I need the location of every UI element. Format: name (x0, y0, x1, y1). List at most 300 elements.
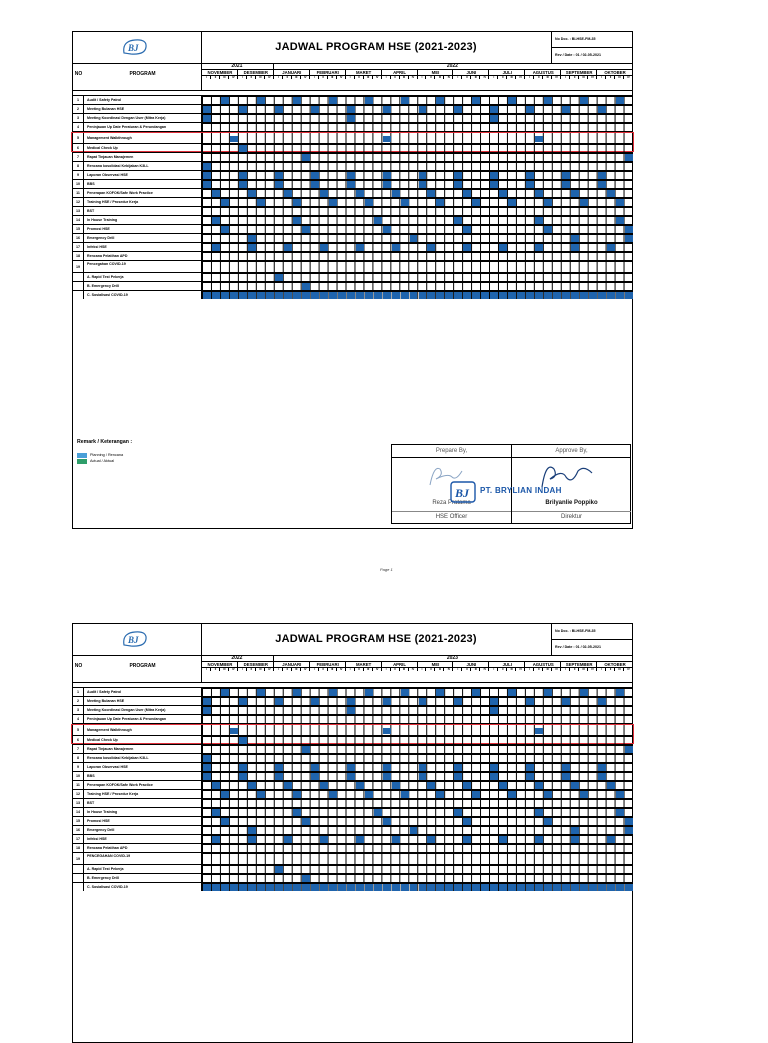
row-program-name: Management Walkthrough (84, 723, 201, 735)
schedule-mark (490, 884, 498, 891)
schedule-mark (472, 884, 480, 891)
schedule-mark (544, 292, 552, 299)
month-header: SEPTEMBER (560, 661, 597, 667)
year-label-first: 2021 (231, 63, 243, 69)
schedule-mark (526, 773, 534, 780)
schedule-mark (257, 199, 265, 206)
schedule-mark (535, 217, 543, 224)
page-title: JADWAL PROGRAM HSE (2021-2023) (275, 41, 477, 53)
schedule-mark (544, 791, 552, 798)
schedule-mark (284, 782, 292, 789)
schedule-mark (356, 782, 364, 789)
schedule-mark (472, 689, 480, 696)
month-header: FEBRUARI (309, 69, 346, 75)
schedule-row-grid (201, 882, 632, 891)
row-program-name: In House Training (84, 807, 201, 816)
row-program-name: Rencana kosolidasi Kebijakan K3LL (84, 161, 201, 170)
row-number (73, 281, 84, 290)
row-number: 11 (73, 188, 84, 197)
row-program-name: Medical Check Up (84, 143, 201, 152)
month-header: APRIL (381, 661, 418, 667)
schedule-mark (598, 884, 606, 891)
schedule-mark (257, 292, 265, 299)
schedule-mark (616, 809, 624, 816)
schedule-mark (329, 689, 337, 696)
schedule-mark (436, 791, 444, 798)
week-header: III (327, 75, 337, 79)
week-header: I (596, 75, 606, 79)
schedule-row-grid (201, 260, 632, 272)
schedule-mark (383, 818, 391, 825)
page-header (73, 624, 632, 656)
week-header: I (560, 667, 570, 671)
schedule-mark (625, 827, 633, 834)
schedule-mark (311, 698, 319, 705)
schedule-mark (463, 836, 471, 843)
schedule-row-grid (201, 714, 632, 723)
row-program-name: In House Training (84, 215, 201, 224)
week-header: III (255, 75, 265, 79)
week-header: I (237, 75, 247, 79)
schedule-mark (392, 190, 400, 197)
schedule-mark (365, 791, 373, 798)
schedule-mark (221, 818, 229, 825)
schedule-mark (445, 884, 453, 891)
schedule-mark (257, 791, 265, 798)
page-number: Page 1 (380, 567, 393, 572)
week-header: III (470, 667, 480, 671)
schedule-mark (203, 884, 211, 891)
schedule-mark (508, 791, 516, 798)
week-header: III (614, 75, 624, 79)
week-header: IV (372, 75, 382, 79)
row-number (73, 882, 84, 891)
company-stamp-text: PT. BRYLIAN INDAH (480, 486, 562, 495)
schedule-mark (526, 181, 534, 188)
year-label-first: 2022 (231, 655, 243, 661)
header-bottom-line (73, 682, 632, 683)
schedule-row-grid (201, 753, 632, 762)
row-program-name: Peninjauan Up Date Peraturan & Perundangan (84, 122, 201, 131)
year-label-second: 2023 (446, 655, 458, 661)
row-number: 16 (73, 233, 84, 242)
row-program-name: B. Emergency Drill (84, 873, 201, 882)
schedule-mark (562, 106, 570, 113)
schedule-mark (499, 884, 507, 891)
month-header: JANUARI (273, 69, 310, 75)
schedule-mark (311, 181, 319, 188)
schedule-mark (338, 884, 346, 891)
schedule-mark (427, 244, 435, 251)
schedule-mark (598, 292, 606, 299)
schedule-mark (544, 689, 552, 696)
schedule-mark (203, 115, 211, 122)
schedule-mark (419, 181, 427, 188)
legend-swatch-actual (77, 459, 87, 464)
schedule-mark (329, 791, 337, 798)
row-number: 7 (73, 152, 84, 161)
schedule-mark (436, 292, 444, 299)
schedule-mark (383, 181, 391, 188)
week-header: IV (264, 667, 274, 671)
schedule-mark (392, 782, 400, 789)
schedule-mark (454, 181, 462, 188)
week-header: IV (443, 75, 453, 79)
week-header: II (282, 75, 292, 79)
week-header: III (255, 667, 265, 671)
row-program-name: BBS (84, 179, 201, 188)
row-number: 8 (73, 753, 84, 762)
row-number: 11 (73, 780, 84, 789)
week-header: IV (515, 75, 525, 79)
row-program-name: Audit / Safety Patrol (84, 95, 201, 104)
schedule-mark (419, 172, 427, 179)
row-program-name: Infeksi HSE (84, 834, 201, 843)
schedule-mark (293, 217, 301, 224)
month-header: JULI (488, 661, 525, 667)
month-header: SEPTEMBER (560, 69, 597, 75)
schedule-row-grid (201, 95, 632, 104)
schedule-mark (535, 782, 543, 789)
row-program-name: Rencana Pelatihan APD (84, 843, 201, 852)
schedule-mark (302, 292, 310, 299)
month-header: OKTOBER (596, 69, 633, 75)
schedule-mark (320, 190, 328, 197)
schedule-mark (257, 689, 265, 696)
row-program-name: Rencana kosolidasi Kebijakan K3LL (84, 753, 201, 762)
schedule-mark (463, 190, 471, 197)
row-number: 17 (73, 242, 84, 251)
schedule-mark (490, 707, 498, 714)
schedule-mark (374, 884, 382, 891)
legend-label-actual: Actual / Aktual (90, 459, 115, 463)
row-number (73, 272, 84, 281)
schedule-mark (454, 698, 462, 705)
schedule-mark (392, 292, 400, 299)
schedule-mark (356, 292, 364, 299)
week-header: II (210, 75, 220, 79)
schedule-row-grid (201, 735, 632, 744)
week-header: II (497, 75, 507, 79)
schedule-row-grid (201, 122, 632, 131)
schedule-mark (508, 884, 516, 891)
row-program-name: Meeting Koordinasi Dengan User (Mitra Kerja) (84, 705, 201, 714)
schedule-mark (293, 791, 301, 798)
week-header: I (488, 75, 498, 79)
schedule-mark (365, 884, 373, 891)
schedule-mark (320, 292, 328, 299)
doc-number: No Doc. : BI-HSE-FM-35 (552, 32, 633, 48)
schedule-row-grid (201, 215, 632, 224)
schedule-row-grid (201, 705, 632, 714)
row-program-name: Meeting Bulanan HSE (84, 104, 201, 113)
week-header: III (506, 75, 516, 79)
week-header: I (201, 75, 211, 79)
week-header: III (363, 75, 373, 79)
header-bottom-line (73, 90, 632, 91)
schedule-mark (275, 274, 283, 281)
schedule-mark (383, 884, 391, 891)
schedule-mark (616, 217, 624, 224)
schedule-mark (454, 884, 462, 891)
schedule-mark (275, 764, 283, 771)
week-header: I (345, 667, 355, 671)
row-number: 7 (73, 744, 84, 753)
schedule-mark (607, 190, 615, 197)
schedule-row-grid (201, 281, 632, 290)
schedule-mark (248, 292, 256, 299)
schedule-mark (203, 698, 211, 705)
week-header: II (533, 667, 543, 671)
schedule-mark (544, 97, 552, 104)
row-program-name: B. Emergency Drill (84, 281, 201, 290)
schedule-mark (239, 698, 247, 705)
schedule-row-grid (201, 873, 632, 882)
schedule-row-grid (201, 798, 632, 807)
schedule-mark (490, 115, 498, 122)
schedule-mark (248, 244, 256, 251)
schedule-mark (203, 181, 211, 188)
schedule-mark (535, 884, 543, 891)
schedule-mark (239, 145, 247, 152)
week-header: III (542, 75, 552, 79)
week-header: I (381, 667, 391, 671)
schedule-mark (625, 884, 633, 891)
schedule-mark (203, 773, 211, 780)
schedule-mark (284, 292, 292, 299)
svg-text:BJ: BJ (455, 486, 470, 500)
schedule-mark (347, 172, 355, 179)
schedule-mark (212, 217, 220, 224)
schedule-mark (212, 292, 220, 299)
schedule-mark (356, 190, 364, 197)
schedule-mark (625, 226, 633, 233)
schedule-row-grid (201, 233, 632, 242)
row-number: 10 (73, 179, 84, 188)
schedule-mark (427, 782, 435, 789)
schedule-mark (598, 172, 606, 179)
schedule-mark (481, 292, 489, 299)
schedule-mark (598, 181, 606, 188)
schedule-mark (616, 199, 624, 206)
schedule-mark (212, 809, 220, 816)
schedule-mark (347, 106, 355, 113)
schedule-mark (374, 217, 382, 224)
week-header: II (354, 667, 364, 671)
schedule-mark (499, 782, 507, 789)
row-program-name: Meeting Bulanan HSE (84, 696, 201, 705)
row-program-name: Peninjauan Up Date Peraturan & Perundangan (84, 714, 201, 723)
schedule-mark (427, 292, 435, 299)
month-header: DESEMBER (237, 69, 274, 75)
week-header: IV (408, 75, 418, 79)
row-number: 6 (73, 735, 84, 744)
schedule-mark (365, 97, 373, 104)
schedule-mark (284, 836, 292, 843)
revision-date: Rev / Date : 01 / 02-05-2021 (555, 645, 601, 649)
schedule-mark (266, 292, 274, 299)
row-number: 5 (73, 131, 84, 143)
schedule-mark (454, 773, 462, 780)
row-program-name: Training HSE / Prosedur Kerja (84, 197, 201, 206)
schedule-mark (526, 292, 534, 299)
schedule-mark (356, 884, 364, 891)
schedule-mark (526, 106, 534, 113)
week-header: I (488, 667, 498, 671)
schedule-row-grid (201, 152, 632, 161)
schedule-mark (203, 106, 211, 113)
schedule-mark (203, 163, 211, 170)
schedule-mark (445, 292, 453, 299)
week-header: III (219, 75, 229, 79)
week-header: III (578, 667, 588, 671)
schedule-mark (392, 836, 400, 843)
week-header: I (273, 667, 283, 671)
week-header: II (246, 667, 256, 671)
schedule-mark (221, 884, 229, 891)
week-header: III (542, 667, 552, 671)
week-header: I (524, 667, 534, 671)
schedule-mark (562, 773, 570, 780)
schedule-mark (535, 190, 543, 197)
week-header: II (461, 75, 471, 79)
schedule-mark (526, 764, 534, 771)
schedule-mark (625, 154, 633, 161)
schedule-page-2 (72, 623, 633, 1043)
svg-text:BJ: BJ (128, 635, 139, 645)
schedule-mark (311, 773, 319, 780)
schedule-mark (580, 689, 588, 696)
document-meta (551, 32, 633, 63)
row-number: 16 (73, 825, 84, 834)
schedule-mark (589, 884, 597, 891)
month-header: AGUSTUS (524, 69, 561, 75)
week-header: IV (300, 75, 310, 79)
schedule-mark (248, 782, 256, 789)
schedule-mark (248, 884, 256, 891)
schedule-row-grid (201, 807, 632, 816)
schedule-mark (248, 827, 256, 834)
month-header: JANUARI (273, 661, 310, 667)
schedule-mark (427, 190, 435, 197)
schedule-mark (392, 244, 400, 251)
schedule-mark (257, 97, 265, 104)
schedule-row-grid (201, 224, 632, 233)
schedule-mark (347, 884, 355, 891)
schedule-mark (454, 217, 462, 224)
schedule-mark (275, 181, 283, 188)
week-header: II (425, 75, 435, 79)
schedule-mark (239, 181, 247, 188)
schedule-mark (392, 884, 400, 891)
schedule-mark (383, 698, 391, 705)
row-program-name: Pencegahan COVID-19 (84, 260, 201, 272)
row-program-name: Promosi HSE (84, 224, 201, 233)
schedule-mark (329, 97, 337, 104)
schedule-row-grid (201, 272, 632, 281)
week-header: II (605, 667, 615, 671)
remark-title: Remark / Keterangan : (77, 439, 133, 445)
week-header: III (614, 667, 624, 671)
schedule-row-grid (201, 696, 632, 705)
month-header: MARET (345, 69, 382, 75)
schedule-mark (203, 764, 211, 771)
week-header: I (309, 667, 319, 671)
schedule-row-grid (201, 816, 632, 825)
schedule-mark (436, 689, 444, 696)
company-logo-icon (121, 629, 149, 649)
schedule-mark (284, 244, 292, 251)
schedule-row-grid (201, 780, 632, 789)
week-header: III (470, 75, 480, 79)
week-header: I (452, 75, 462, 79)
schedule-mark (454, 172, 462, 179)
schedule-mark (499, 836, 507, 843)
week-header: II (318, 667, 328, 671)
schedule-mark (401, 199, 409, 206)
schedule-mark (203, 172, 211, 179)
schedule-mark (580, 791, 588, 798)
row-number: 13 (73, 798, 84, 807)
schedule-mark (454, 292, 462, 299)
month-header: NOVEMBER (201, 661, 238, 667)
schedule-mark (239, 764, 247, 771)
schedule-mark (419, 884, 427, 891)
schedule-mark (302, 226, 310, 233)
schedule-mark (302, 875, 310, 882)
schedule-mark (589, 292, 597, 299)
month-header: MEI (417, 69, 454, 75)
row-number: 9 (73, 170, 84, 179)
week-header: IV (228, 667, 238, 671)
week-header: I (524, 75, 534, 79)
schedule-mark (472, 97, 480, 104)
schedule-mark (302, 818, 310, 825)
row-program-name: BST (84, 798, 201, 807)
schedule-mark (463, 782, 471, 789)
schedule-mark (284, 190, 292, 197)
schedule-mark (302, 154, 310, 161)
schedule-row-grid (201, 834, 632, 843)
schedule-page-1 (72, 31, 633, 529)
schedule-mark (221, 689, 229, 696)
week-header: IV (515, 667, 525, 671)
schedule-mark (499, 190, 507, 197)
schedule-mark (419, 773, 427, 780)
schedule-mark (221, 292, 229, 299)
week-header: IV (228, 75, 238, 79)
schedule-mark (580, 884, 588, 891)
week-header: IV (551, 667, 561, 671)
schedule-mark (311, 106, 319, 113)
week-header: IV (551, 75, 561, 79)
schedule-mark (490, 292, 498, 299)
schedule-mark (419, 106, 427, 113)
schedule-mark (275, 106, 283, 113)
row-number: 12 (73, 789, 84, 798)
schedule-mark (625, 235, 633, 242)
schedule-mark (410, 884, 418, 891)
month-header: MEI (417, 661, 454, 667)
schedule-mark (248, 836, 256, 843)
schedule-mark (239, 884, 247, 891)
schedule-mark (320, 782, 328, 789)
schedule-mark (625, 818, 633, 825)
week-header: II (282, 667, 292, 671)
row-program-name: PENCEGAHAN COVID-19 (84, 852, 201, 864)
schedule-mark (302, 283, 310, 290)
week-header: II (533, 75, 543, 79)
